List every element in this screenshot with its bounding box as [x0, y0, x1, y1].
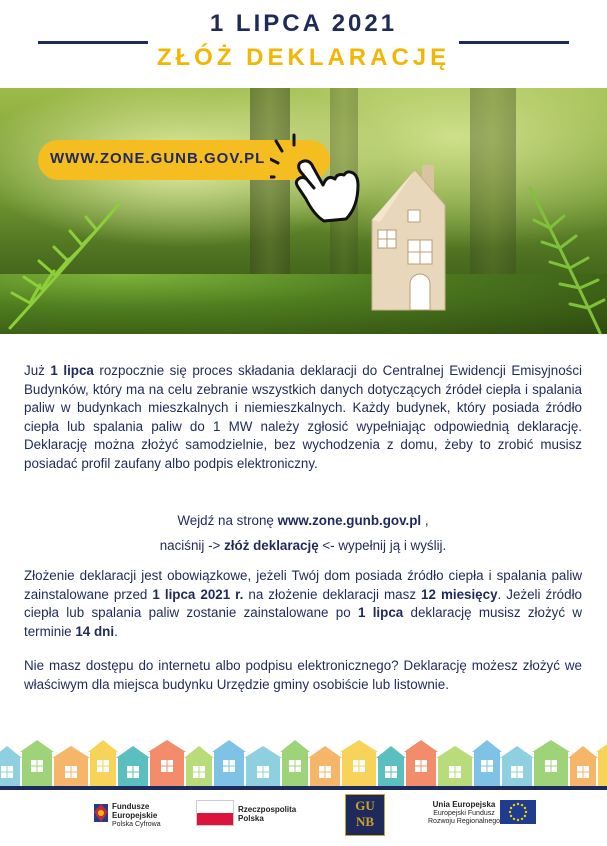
text: rozpocznie się proces składania deklaracji do Centralnej Ewidencji Emisyjności Budynków, który ma na celu zebranie wszystkich danych dotyczących źródeł ciepła i spalania paliw w budynkach mieszkalnych i niemieszkalnych. Każdy budynek, który posiada źródło ciepła lub spalania paliw do 1 MW należy zgłosić wypełniając odpowiednią deklarację. Deklarację można złożyć samodzielnie, bez wychodzenia z domu, żeby to zrobić musisz posiadać profil zaufany albo podpis elektroniczny.: [24, 363, 583, 471]
logo-eu: [428, 801, 500, 826]
text-bold: złóż deklarację: [224, 537, 319, 553]
url-label[interactable]: WWW.ZONE.GUNB.GOV.PL: [50, 150, 266, 167]
text: Już: [24, 363, 51, 378]
house-icon: [280, 740, 310, 786]
eu-star-icon: [525, 811, 527, 813]
house-icon: [184, 746, 214, 786]
title-action: ZŁÓŻ DEKLARACJĘ: [156, 44, 451, 71]
eu-flag-icon: [500, 800, 536, 824]
header: [0, 0, 607, 88]
eu-star-icon: [517, 803, 519, 805]
house-icon: [500, 746, 534, 786]
text: GU: [355, 798, 375, 813]
footer-logos: [0, 790, 607, 846]
eu-star-icon: [524, 807, 526, 809]
intro-paragraph: [24, 362, 582, 474]
logo-rzeczpospolita: [238, 806, 296, 824]
text: ,: [421, 513, 429, 528]
text: Wejdź na stronę: [177, 513, 278, 528]
text: Fundusze: [112, 802, 150, 811]
text: na złożenie deklaracji masz: [243, 586, 422, 602]
house-icon: [20, 740, 54, 786]
house-icon: [596, 740, 607, 786]
title-date: 1 LIPCA 2021: [209, 10, 398, 37]
website-link[interactable]: www.zone.gunb.gov.pl: [277, 513, 422, 528]
text: Polska Cyfrowa: [112, 821, 161, 828]
polish-flag-icon: [196, 800, 234, 826]
text-bold: 12 miesięcy: [421, 586, 498, 602]
text: . Jeżeli źródło ciepła lub spalania paliw zostanie zainstalowane po: [24, 586, 582, 621]
obligation-paragraph: [24, 567, 582, 641]
text-bold: 1 lipca 2021 r.: [152, 586, 244, 602]
house-figure-icon: [360, 160, 470, 320]
text: naciśnij ->: [159, 537, 225, 553]
house-icon: [376, 746, 406, 786]
logo-fundusze: [112, 803, 161, 829]
pointing-hand-icon: [270, 133, 365, 228]
text: <- wypełnij ją i wyślij.: [318, 537, 447, 553]
eu-star-icon: [524, 815, 526, 817]
eu-star-icon: [517, 819, 519, 821]
house-icon: [244, 746, 282, 786]
gunb-logo: [345, 794, 385, 836]
hero-image: [0, 88, 607, 334]
house-icon: [436, 746, 474, 786]
text: Złożenie deklaracji jest obowiązkowe, jeżeli Twój dom posiada źródło ciepła i spalania paliw zainstalowane przed: [24, 568, 582, 602]
text: Europejskie: [112, 811, 158, 820]
eu-star-icon: [521, 818, 523, 820]
text: Rzeczpospolita: [238, 805, 297, 814]
eu-star-icon: [521, 804, 523, 806]
eu-star-icon: [513, 818, 515, 820]
house-icon: [404, 740, 438, 786]
house-icon: [116, 746, 150, 786]
text: Europejski Fundusz: [433, 810, 495, 817]
fern-icon: [500, 168, 607, 334]
house-icon: [212, 740, 246, 786]
eu-star-icon: [513, 804, 515, 806]
text-bold: 1 lipca: [357, 605, 404, 621]
house-icon: [0, 746, 22, 786]
offline-paragraph: [24, 657, 582, 694]
fern-icon: [0, 183, 140, 333]
house-icon: [472, 740, 502, 786]
fundusze-logo-icon: [92, 802, 110, 824]
house-icon: [88, 740, 118, 786]
house-icon: [148, 740, 186, 786]
house-icon: [340, 740, 378, 786]
text: Polska: [238, 814, 264, 823]
eu-star-icon: [509, 811, 511, 813]
instructions-paragraph: [24, 512, 582, 555]
eu-star-icon: [510, 807, 512, 809]
text: NB: [355, 814, 375, 829]
house-icon: [532, 740, 570, 786]
house-icon: [308, 746, 342, 786]
text: Nie masz dostępu do internetu albo podpisu elektronicznego? Deklarację możesz złożyć we właściwym dla miejsca budynku Urzędzie gminy osobiście lub listownie.: [24, 658, 582, 692]
text: deklarację musisz złożyć w terminie: [24, 605, 582, 639]
houses-row: [0, 736, 607, 786]
text: Rozwoju Regionalnego: [428, 818, 500, 825]
eu-star-icon: [510, 815, 512, 817]
house-icon: [568, 746, 598, 786]
text-bold: 1 lipca: [50, 363, 94, 378]
text-bold: 14 dni: [75, 623, 115, 639]
house-icon: [52, 746, 90, 786]
text: Unia Europejska: [432, 800, 496, 809]
text: .: [114, 623, 118, 639]
